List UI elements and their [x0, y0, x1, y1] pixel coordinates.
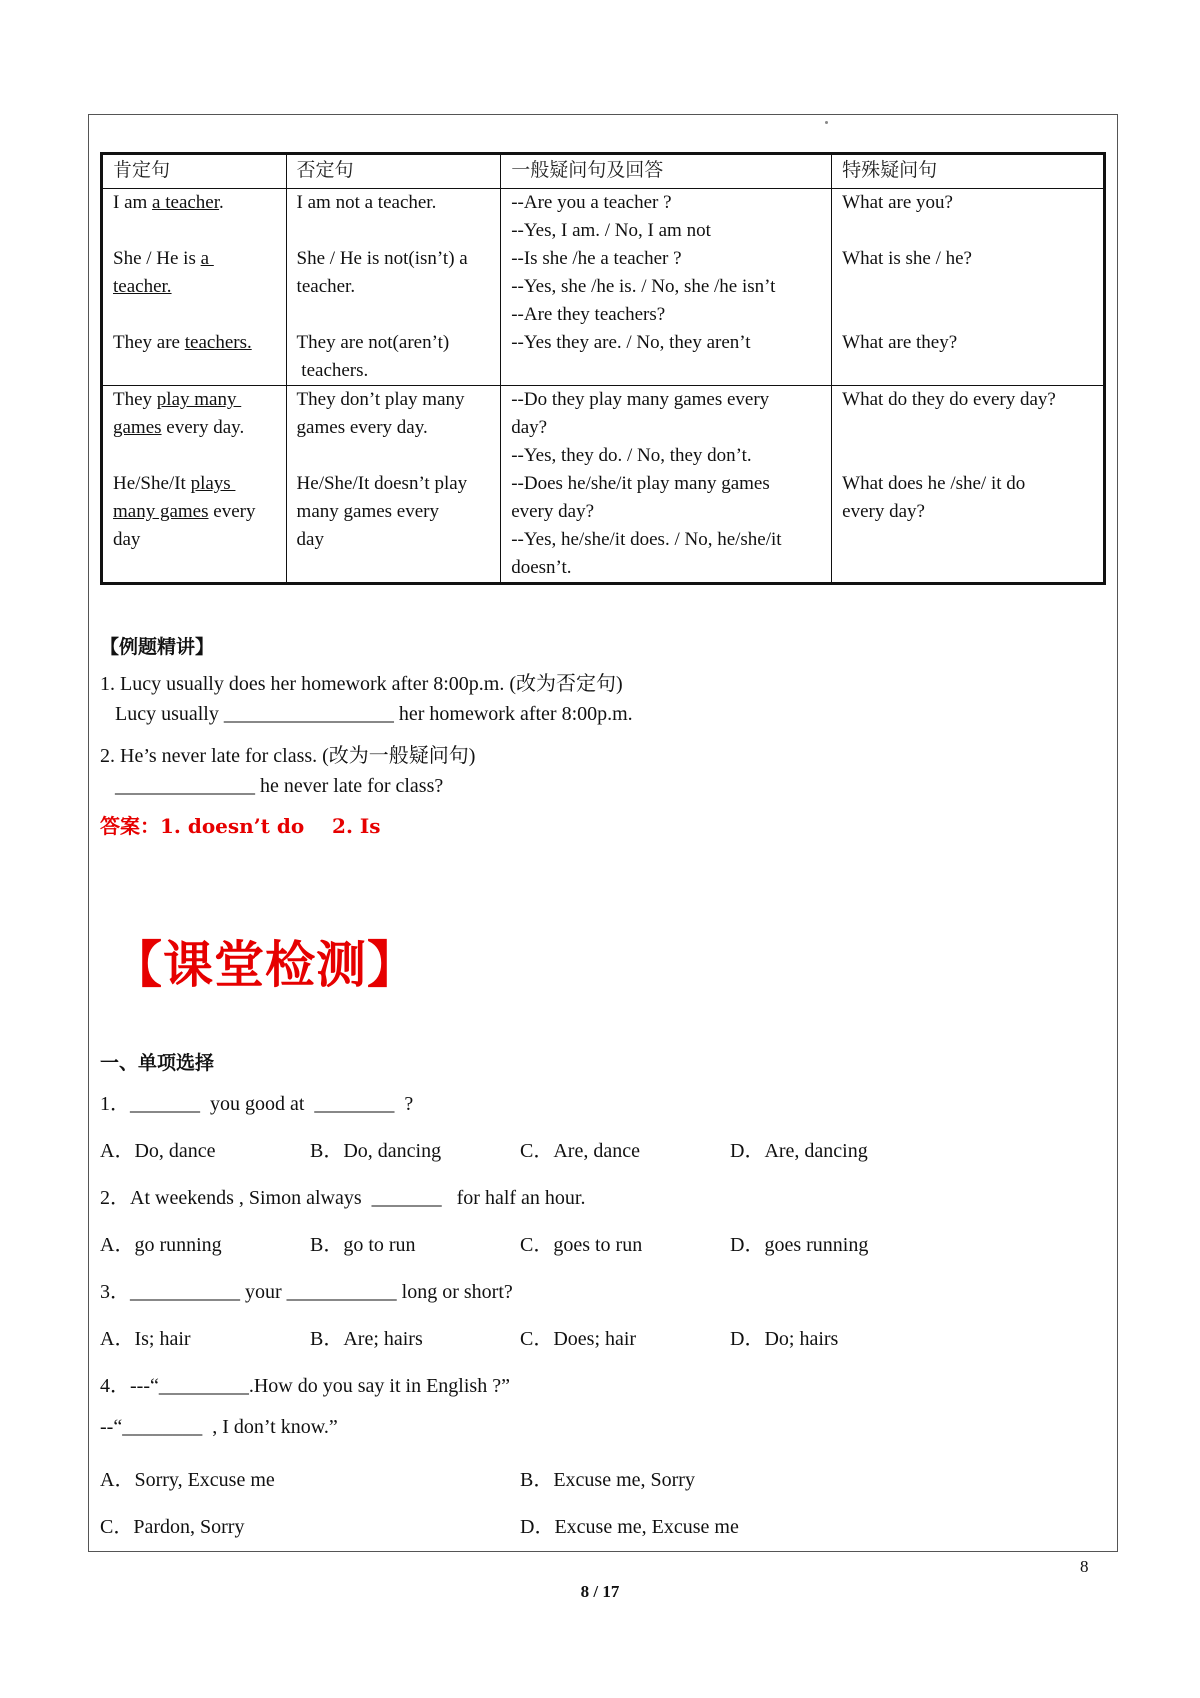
header-special-question: 特殊疑问句 [832, 154, 1105, 189]
dot-mark [825, 121, 828, 124]
cell-line: teacher. [296, 276, 356, 297]
section-title: 【课堂检测】 [112, 936, 418, 994]
q3-option-b: B．Are; hairs [310, 1328, 423, 1350]
table-header-row [102, 154, 1105, 189]
q3-option-d: D．Do; hairs [730, 1328, 839, 1350]
q4-option-b: B．Excuse me, Sorry [520, 1469, 695, 1491]
cell-line: --Does he/she/it play many games [511, 473, 770, 494]
cell-text: He/She/It [113, 473, 191, 494]
header-affirmative: 肯定句 [102, 154, 287, 189]
cell-line: --Yes they are. / No, they aren’t [511, 332, 751, 353]
cell-line [113, 470, 276, 498]
underlined-text: teachers. [184, 332, 252, 353]
cell-line [842, 217, 1093, 245]
q1-option-b: B．Do, dancing [310, 1140, 442, 1162]
row1-special-question-cell [832, 189, 1105, 386]
question-4: 4．---“_________.How do you say it in English ?” [100, 1375, 510, 1397]
cell-line: They don’t play many [296, 389, 465, 410]
table-row [102, 386, 1105, 584]
header-negative: 否定句 [286, 154, 501, 189]
cell-line: What are they? [842, 332, 958, 353]
cell-line: He/She/It doesn’t play [296, 473, 468, 494]
cell-line: I am not a teacher. [296, 192, 437, 213]
cell-line: day [296, 529, 324, 550]
cell-text: every [208, 501, 256, 522]
example-question-2: 2. He’s never late for class. (改为一般疑问句) [100, 745, 476, 767]
cell-line: They are not(aren’t) [296, 332, 450, 353]
row1-negative-cell [286, 189, 501, 386]
q3-option-c: C．Does; hair [520, 1328, 637, 1350]
cell-text: day [113, 529, 141, 550]
cell-line: every day? [511, 501, 594, 522]
q2-option-c: C．goes to run [520, 1234, 643, 1256]
example-question-1: 1. Lucy usually does her homework after 8:00p.m. (改为否定句) [100, 673, 623, 695]
row2-negative-cell [286, 386, 501, 584]
example-question-2-fill: ______________ he never late for class? [100, 775, 444, 797]
q1-option-c: C．Are, dance [520, 1140, 640, 1162]
underlined-text: a [200, 248, 214, 269]
row1-general-question-cell [501, 189, 832, 386]
cell-line [842, 273, 1093, 301]
cell-line: day? [511, 417, 548, 438]
underlined-text: a teacher [152, 192, 220, 213]
cell-text: They [113, 389, 157, 410]
cell-line: --Do they play many games every [511, 389, 770, 410]
page-counter: 8 / 17 [580, 1582, 620, 1601]
row2-affirmative-cell [102, 386, 287, 584]
cell-line [842, 414, 1093, 442]
cell-text: They are [113, 332, 185, 353]
cell-line: --Are you a teacher ? [511, 192, 672, 213]
cell-line [297, 442, 491, 470]
cell-line [113, 526, 276, 554]
cell-line: many games every [296, 501, 439, 522]
q1-option-d: D．Are, dancing [730, 1140, 868, 1162]
cell-line [297, 301, 491, 329]
underlined-text: teacher. [113, 276, 172, 297]
cell-gap [113, 217, 276, 245]
cell-line: --Yes, they do. / No, they don’t. [511, 445, 752, 466]
section-subtitle: 一、单项选择 [100, 1052, 215, 1074]
cell-line: What is she / he? [842, 248, 972, 269]
grammar-table [100, 152, 1106, 585]
cell-line [113, 189, 276, 217]
cell-line [113, 414, 276, 442]
cell-text: every day. [161, 417, 245, 438]
q4-option-c: C．Pardon, Sorry [100, 1516, 245, 1538]
cell-line: games every day. [296, 417, 428, 438]
q1-option-a: A．Do, dance [100, 1140, 216, 1162]
cell-line [113, 329, 276, 357]
cell-gap [113, 442, 276, 470]
cell-line [297, 217, 491, 245]
example-answer: 答案：1. doesn’t do 2. Is [100, 814, 381, 838]
cell-text: She / He is [113, 248, 201, 269]
q3-option-a: A．Is; hair [100, 1328, 191, 1350]
question-1: 1．_______ you good at ________ ? [100, 1093, 414, 1115]
question-2: 2．At weekends , Simon always _______ for half an hour. [100, 1187, 586, 1209]
cell-line: --Yes, she /he is. / No, she /he isn’t [511, 276, 776, 297]
q2-option-b: B．go to run [310, 1234, 416, 1256]
cell-line [842, 301, 1093, 329]
table-row [102, 189, 1105, 386]
cell-line [113, 498, 276, 526]
cell-line: teachers. [296, 360, 369, 381]
cell-line: --Yes, I am. / No, I am not [511, 220, 711, 241]
cell-line [842, 442, 1093, 470]
cell-text: I am [113, 192, 153, 213]
example-section-label: 【例题精讲】 [100, 636, 215, 658]
cell-line: --Are they teachers? [511, 304, 666, 325]
underlined-text: plays [190, 473, 236, 494]
row2-special-question-cell [832, 386, 1105, 584]
cell-line: every day? [842, 501, 925, 522]
q4-option-a: A．Sorry, Excuse me [100, 1469, 275, 1491]
cell-line: --Is she /he a teacher ? [511, 248, 682, 269]
cell-line: doesn’t. [511, 557, 572, 578]
question-3: 3．___________ your ___________ long or short? [100, 1281, 513, 1303]
q4-option-d: D．Excuse me, Excuse me [520, 1516, 739, 1538]
underlined-text: play many [156, 389, 242, 410]
question-4-reply: --“________ , I don’t know.” [100, 1416, 338, 1438]
row1-affirmative-cell [102, 189, 287, 386]
cell-line [113, 386, 276, 414]
header-general-question: 一般疑问句及回答 [501, 154, 832, 189]
cell-line: She / He is not(isn’t) a [296, 248, 468, 269]
q2-option-d: D．goes running [730, 1234, 869, 1256]
cell-line [113, 273, 276, 301]
cell-line: What are you? [842, 192, 953, 213]
cell-line [113, 245, 276, 273]
cell-gap [113, 301, 276, 329]
underlined-text: games [113, 417, 162, 438]
example-question-1-fill: Lucy usually _________________ her homework after 8:00p.m. [100, 703, 633, 725]
cell-line: What do they do every day? [842, 389, 1056, 410]
page-number: 8 [1080, 1557, 1089, 1576]
q2-option-a: A．go running [100, 1234, 222, 1256]
underlined-text: many games [113, 501, 209, 522]
row2-general-question-cell [501, 386, 832, 584]
cell-line: --Yes, he/she/it does. / No, he/she/it [511, 529, 782, 550]
cell-line: What does he /she/ it do [842, 473, 1026, 494]
cell-text: . [219, 192, 224, 213]
